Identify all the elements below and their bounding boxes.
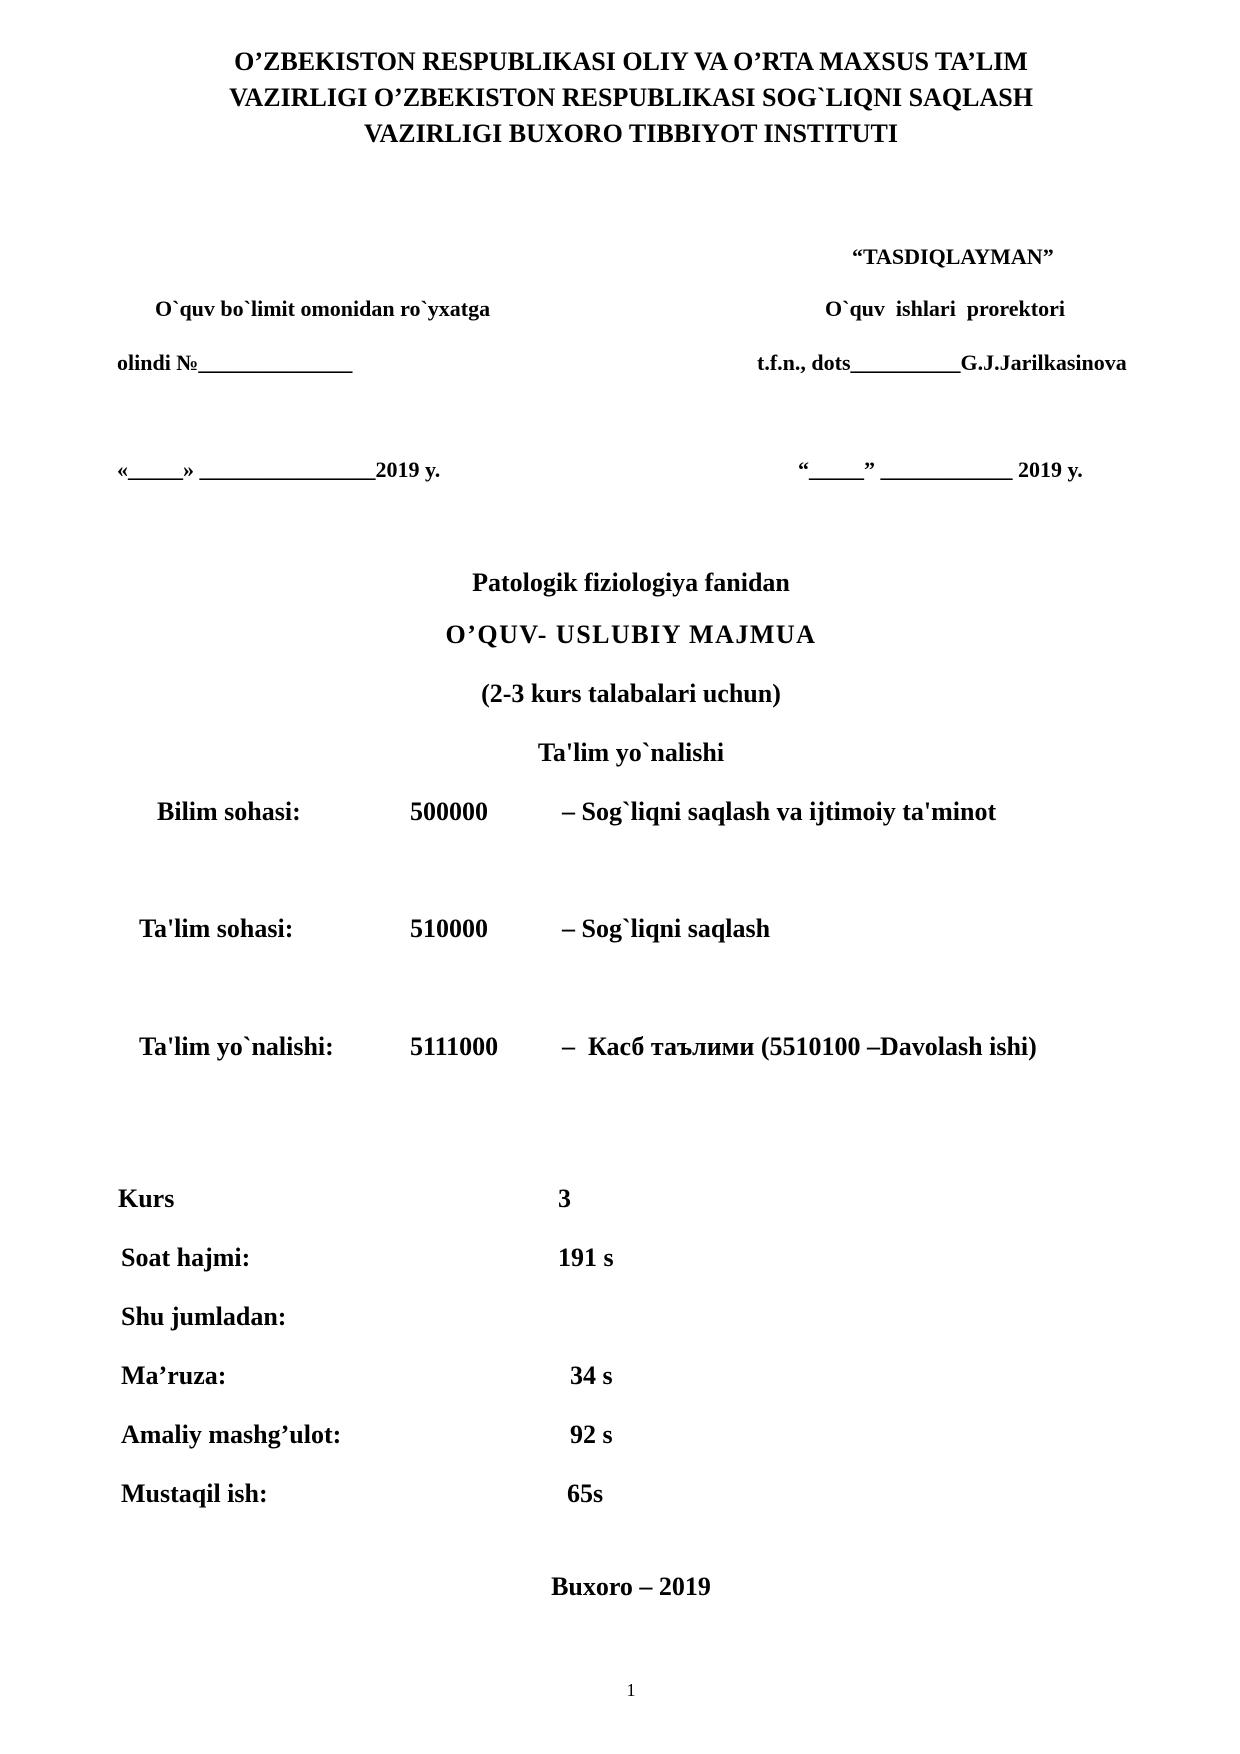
institution-header bbox=[0, 44, 1240, 152]
registration-date: «_____» ________________2019 y. bbox=[117, 457, 441, 482]
classification-label: Ta'lim sohasi: bbox=[139, 914, 294, 943]
classification-code: 500000 bbox=[410, 797, 488, 826]
header-line-2: VAZIRLIGI O’ZBEKISTON RESPUBLIKASI SOG`LIQNI SAQLASH bbox=[229, 83, 1033, 112]
hours-value: 65s bbox=[567, 1479, 604, 1508]
hours-value: 191 s bbox=[558, 1243, 614, 1272]
hours-value: 3 bbox=[558, 1184, 571, 1213]
classification-description: – Касб таълими (5510100 –Davolash ishi) bbox=[562, 1032, 1037, 1061]
classification-description: – Sog`liqni saqlash va ijtimoiy ta'minot bbox=[562, 797, 997, 826]
approval-date: “_____” ____________ 2019 y. bbox=[798, 457, 1083, 482]
hours-label: Shu jumladan: bbox=[121, 1302, 287, 1331]
page-number: 1 bbox=[626, 1680, 636, 1700]
classification-label: Ta'lim yo`nalishi: bbox=[139, 1032, 334, 1061]
document-type: O’QUV- USLUBIY MAJMUA bbox=[445, 620, 817, 649]
approval-position: O`quv ishlari prorektori bbox=[825, 296, 1065, 321]
hours-label: Soat hajmi: bbox=[121, 1243, 251, 1272]
classification-label: Bilim sohasi: bbox=[157, 797, 301, 826]
classification-description: – Sog`liqni saqlash bbox=[562, 914, 771, 943]
hours-value: 34 s bbox=[570, 1361, 613, 1390]
subject-title: Patologik fiziologiya fanidan bbox=[472, 568, 790, 597]
classification-code: 510000 bbox=[410, 914, 488, 943]
classification-code: 5111000 bbox=[410, 1032, 499, 1061]
header-line-1: O’ZBEKISTON RESPUBLIKASI OLIY VA O’RTA MAXSUS TA’LIM bbox=[234, 47, 1028, 76]
hours-label: Mustaqil ish: bbox=[121, 1479, 268, 1508]
place-year: Buxoro – 2019 bbox=[551, 1572, 711, 1601]
hours-label: Ma’ruza: bbox=[121, 1361, 227, 1390]
approval-signer: t.f.n., dots__________G.J.Jarilkasinova bbox=[757, 350, 1127, 375]
approval-title: “TASDIQLAYMAN” bbox=[852, 244, 1054, 269]
registration-line-1: O`quv bo`limit omonidan ro`yxatga bbox=[155, 296, 491, 321]
registration-line-2: olindi №______________ bbox=[117, 350, 353, 375]
audience-line: (2-3 kurs talabalari uchun) bbox=[481, 679, 781, 708]
hours-label: Kurs bbox=[118, 1184, 175, 1213]
hours-label: Amaliy mashg’ulot: bbox=[121, 1420, 342, 1449]
direction-heading: Ta'lim yo`nalishi bbox=[537, 738, 725, 767]
hours-value: 92 s bbox=[570, 1420, 613, 1449]
header-line-3: VAZIRLIGI BUXORO TIBBIYOT INSTITUTI bbox=[364, 119, 898, 148]
